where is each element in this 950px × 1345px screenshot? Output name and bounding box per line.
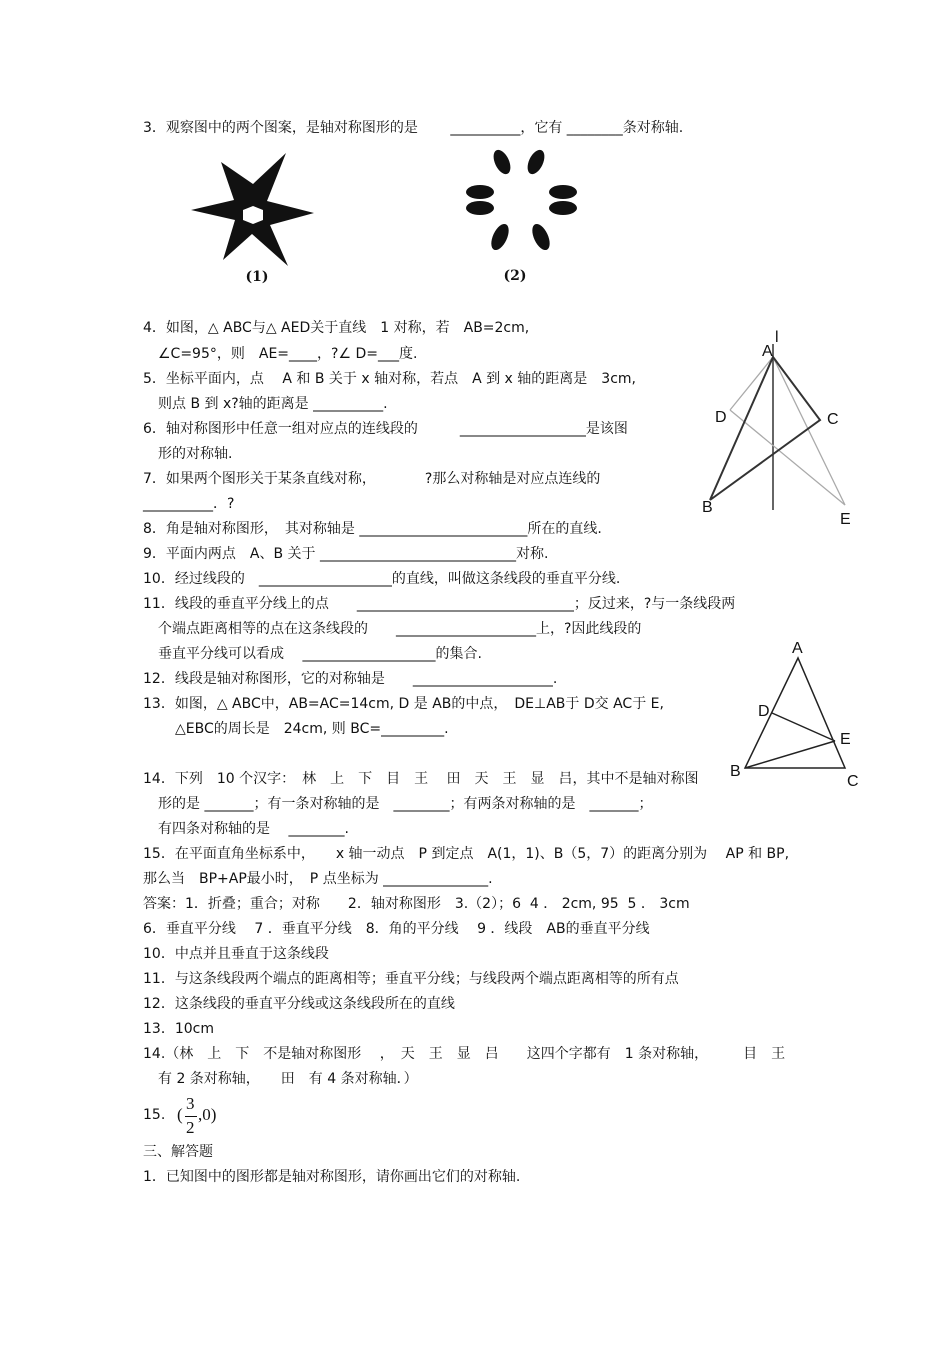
text-line-q11c: 垂直平分线可以看成 ___________________的集合. bbox=[158, 646, 482, 662]
text-line-q4b: ∠C=95°，则 AE=____，?∠ D=___度. bbox=[158, 346, 418, 362]
triangle-abc bbox=[710, 357, 820, 500]
text-line-ans10: 10．中点并且垂直于这条线段 bbox=[143, 946, 329, 962]
segment-be bbox=[745, 741, 835, 768]
text-line-q5a: 5．坐标平面内，点 A 和 B 关于 x 轴对称，若点 A 到 x 轴的距离是 3cm, bbox=[143, 371, 636, 387]
fraction-rest: ,0) bbox=[198, 1105, 217, 1124]
text-line-q11a: 11．线段的垂直平分线上的点 _______________________________；反过来，?与一条线段两 bbox=[143, 596, 736, 612]
text-line-q7b: __________．? bbox=[143, 496, 235, 512]
text-line-q5b: 则点 B 到 x?轴的距离是 __________. bbox=[158, 396, 388, 412]
label-E: E bbox=[840, 731, 851, 748]
text-line-q7a: 7．如果两个图形关于某条直线对称， ?那么对称轴是对应点连线的 bbox=[143, 471, 601, 487]
text-line-p1: 1．已知图中的图形都是轴对称图形，请你画出它们的对称轴. bbox=[143, 1169, 521, 1185]
text-line-q9: 9．平面内两点 A、B 关于 ____________________________对称. bbox=[143, 546, 549, 562]
text-line-q8: 8．角是轴对称图形， 其对称轴是 ________________________所在的直线. bbox=[143, 521, 602, 537]
text-line-sec3: 三、解答题 bbox=[143, 1144, 213, 1160]
label-l: l bbox=[775, 329, 779, 346]
text-line-q13b: △EBC的周长是 24cm, 则 BC=_________. bbox=[175, 721, 449, 737]
petal-ring bbox=[466, 147, 577, 252]
label-B: B bbox=[702, 499, 713, 516]
pattern-1-figure bbox=[185, 150, 325, 290]
fraction-denominator: 2 bbox=[186, 1118, 195, 1137]
text-line-q13a: 13．如图，△ ABC中，AB=AC=14cm, D 是 AB的中点， DE⊥AB于 D交 AC于 E, bbox=[143, 696, 664, 712]
q13-triangle-figure bbox=[725, 638, 870, 793]
text-line-q4a: 4．如图，△ ABC与△ AED关于直线 1 对称，若 AB=2cm, bbox=[143, 320, 530, 336]
text-line-q15a: 15．在平面直角坐标系中， x 轴一动点 P 到定点 A(1，1)、B（5，7）的距离分别为 AP 和 BP, bbox=[143, 846, 790, 862]
answer-15-fraction bbox=[173, 1094, 233, 1140]
text-line-q14c: 有四条对称轴的是 ________. bbox=[158, 821, 349, 837]
text-line-ans12: 12．这条线段的垂直平分线或这条线段所在的直线 bbox=[143, 996, 455, 1012]
text-line-q6b: 形的对称轴. bbox=[158, 446, 233, 462]
open-paren: ( bbox=[177, 1105, 183, 1124]
q4-triangle-figure bbox=[700, 320, 870, 530]
label-C: C bbox=[847, 773, 859, 790]
text-line-ans1: 答案：1．折叠；重合；对称 2．轴对称图形 3.（2）；6 4 ． 2cm, 95 5 ． 3cm bbox=[143, 896, 690, 912]
label-A: A bbox=[762, 343, 773, 360]
segment-de bbox=[772, 713, 835, 741]
answer-15-label: 15. bbox=[143, 1107, 166, 1123]
text-line-q3: 3．观察图中的两个图案，是轴对称图形的是 __________，它有 ________条对称轴. bbox=[143, 120, 684, 136]
text-line-q10: 10．经过线段的 ___________________的直线，叫做这条线段的垂直平分线. bbox=[143, 571, 621, 587]
triangle-aed bbox=[730, 357, 845, 505]
text-line-q14a: 14．下列 10 个汉字： 林 上 下 目 王 田 天 王 显 吕，其中不是轴对称图 bbox=[143, 771, 699, 787]
text-line-ans14b: 有 2 条对称轴， 田 有 4 条对称轴．） bbox=[158, 1071, 418, 1087]
pattern-1-caption: (1) bbox=[245, 269, 269, 285]
label-D: D bbox=[715, 409, 727, 426]
label-E: E bbox=[840, 511, 851, 528]
fraction-numerator: 3 bbox=[186, 1094, 195, 1113]
text-line-q14b: 形的是 _______；有一条对称轴的是 ________；有两条对称轴的是 _______； bbox=[158, 796, 653, 812]
pattern-2-caption: (2) bbox=[503, 268, 527, 284]
label-D: D bbox=[758, 703, 770, 720]
text-line-ans6: 6．垂直平分线 7 ．垂直平分线 8．角的平分线 9 ．线段 AB的垂直平分线 bbox=[143, 921, 650, 937]
text-line-q6a: 6．轴对称图形中任意一组对应点的连线段的 __________________是该图 bbox=[143, 421, 628, 437]
text-line-q12: 12．线段是轴对称图形，它的对称轴是 ____________________. bbox=[143, 671, 558, 687]
pattern-2-figure bbox=[455, 145, 590, 290]
label-A: A bbox=[792, 640, 803, 657]
text-line-q15b: 那么当 BP+AP最小时， P 点坐标为 _______________. bbox=[143, 871, 493, 887]
text-line-ans11: 11．与这条线段两个端点的距离相等；垂直平分线；与线段两个端点距离相等的所有点 bbox=[143, 971, 679, 987]
text-line-ans13: 13．10cm bbox=[143, 1021, 214, 1037]
fraction-bar bbox=[185, 1116, 197, 1117]
text-line-q11b: 个端点距离相等的点在这条线段的 ____________________上，?因此线段的 bbox=[158, 621, 642, 637]
label-C: C bbox=[827, 411, 839, 428]
text-line-ans14a: 14.（林 上 下 不是轴对称图形 ， 天 王 显 吕 这四个字都有 1 条对称轴， 目 王 bbox=[143, 1046, 786, 1062]
label-B: B bbox=[730, 763, 741, 780]
